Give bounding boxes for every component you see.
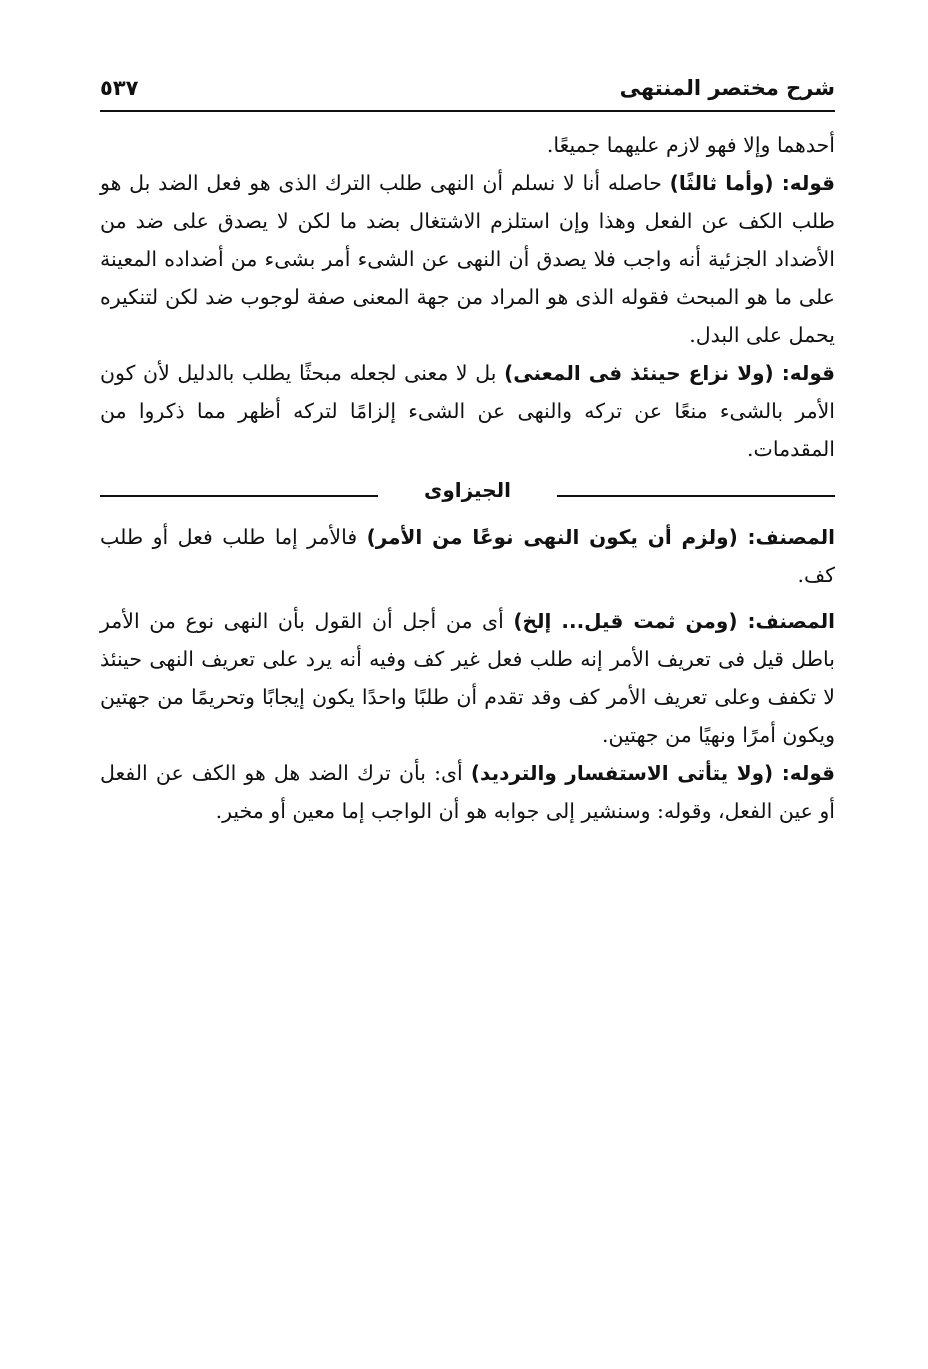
paragraph-lead: قوله: (وأما ثالثًا) <box>669 171 835 195</box>
paragraph <box>100 354 835 468</box>
running-header <box>100 70 835 110</box>
section-divider <box>100 476 835 514</box>
paragraph <box>100 518 835 594</box>
book-title: شرح مختصر المنتهى <box>619 76 835 100</box>
paragraph <box>100 164 835 354</box>
paragraph-text: حاصله أنا لا نسلم أن النهى طلب الترك الذى هو فعل الضد بل هو طلب الكف عن الفعل وهذا وإن استلزم الاشتغال بضد ما لكن لا يصدق على ضد من الأضداد الجزئية أنه واجب فلا يصدق أن النهى عن الشىء أمر بشىء من أضداده المعينة على ما هو المبحث فقوله الذى هو المراد من جهة المعنى صفة لوجوب ضد لكن لتنكيره يحمل على البدل. <box>100 171 835 347</box>
paragraph-text: أى: بأن ترك الضد هل هو الكف عن الفعل أو عين الفعل، وقوله: وسنشير إلى جوابه هو أن الواجب إما معين أو مخير. <box>100 761 835 823</box>
paragraph-text: بل لا معنى لجعله مبحثًا يطلب بالدليل لأن كون الأمر بالشىء منعًا عن تركه والنهى عن الشىء إلزامًا لتركه أظهر مما ذكروا من المقدمات. <box>100 361 835 461</box>
paragraph <box>100 126 835 164</box>
gloss-block <box>100 518 835 830</box>
paragraph-lead: المصنف: (ومن ثمت قيل... إلخ) <box>513 609 835 633</box>
paragraph-text: فالأمر إما طلب فعل أو طلب كف. <box>100 525 835 587</box>
header-rule <box>100 110 835 112</box>
paragraph-lead: قوله: (ولا نزاع حينئذ فى المعنى) <box>504 361 835 385</box>
paragraph <box>100 754 835 830</box>
paragraph-lead: المصنف: (ولزم أن يكون النهى نوعًا من الأمر) <box>366 525 836 549</box>
document-page <box>100 70 835 830</box>
paragraph-text: أى من أجل أن القول بأن النهى نوع من الأمر باطل قيل فى تعريف الأمر إنه طلب فعل غير كف وفيه أنه يرد على تعريف النهى حينئذ لا تكفف وعلى تعريف الأمر كف وقد تقدم أن طلبًا واحدًا يكون إيجابًا وتحريمًا من جهتين ويكون أمرًا ونهيًا من جهتين. <box>100 609 835 747</box>
commentary-block <box>100 126 835 468</box>
divider-line <box>100 495 378 497</box>
paragraph-text: أحدهما وإلا فهو لازم عليهما جميعًا. <box>546 133 835 157</box>
paragraph-lead: قوله: (ولا يتأتى الاستفسار والترديد) <box>470 761 836 785</box>
paragraph <box>100 602 835 754</box>
page-number: ٥٣٧ <box>100 76 139 100</box>
section-title: الجيزاوى <box>423 478 511 502</box>
spacer <box>100 594 835 602</box>
